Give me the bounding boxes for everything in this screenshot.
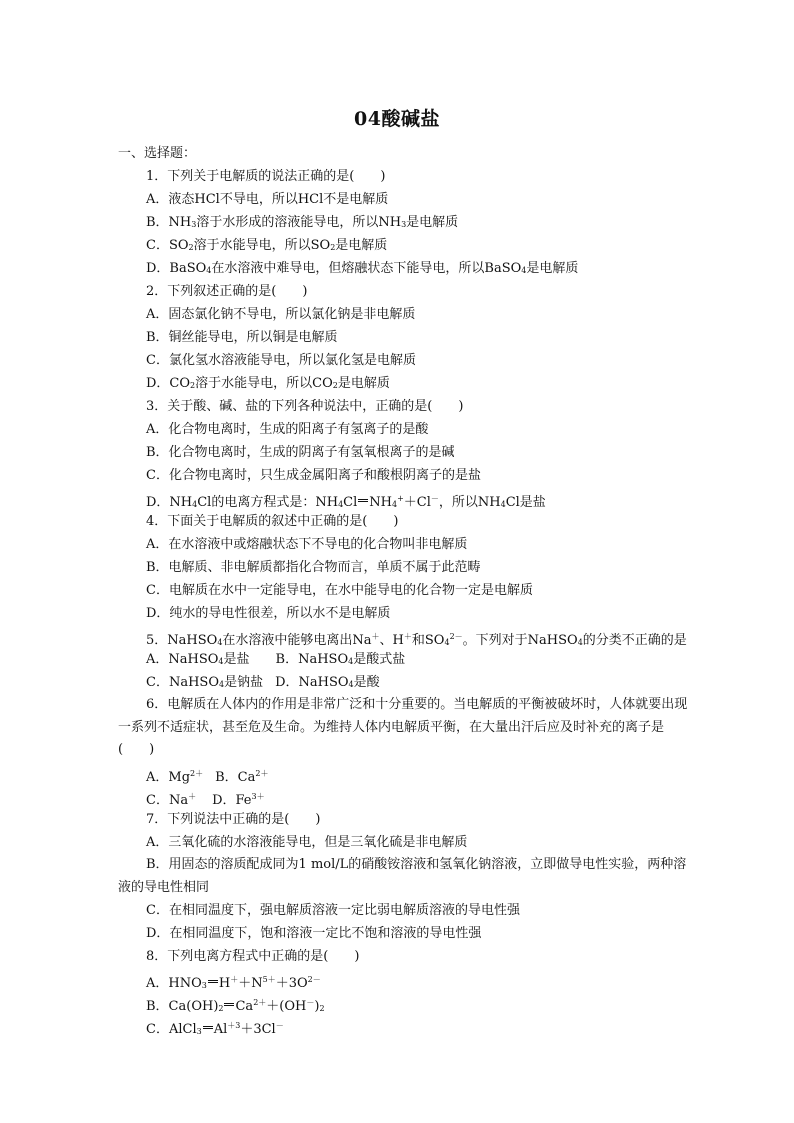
question-5-options-cd: C．NaHSO$_4$是钠盐 D．NaHSO$_4$是酸 <box>146 675 380 690</box>
question-1-option-a: A．液态HCl不导电，所以HCl不是电解质 <box>146 192 389 207</box>
question-6-stem: 6．电解质在人体内的作用是非常广泛和十分重要的。当电解质的平衡被破坏时，人体就要出现一系列不适症状，甚至危及生命。为维持人体内电解质平衡，在大量出汗后应及时补充的离子是( ) <box>118 697 688 757</box>
question-2-option-d: D．$CO_2$溶于水能导电，所以$CO_2$是电解质 <box>146 376 390 391</box>
question-1-option-b: B．$NH_3$溶于水形成的溶液能导电，所以$NH_3$是电解质 <box>146 215 459 230</box>
question-2-stem: 2．下列叙述正确的是( ) <box>146 284 308 299</box>
equals-sign <box>203 1020 213 1029</box>
question-7-option-c: C．在相同温度下，强电解质溶液一定比弱电解质溶液的导电性强 <box>146 903 520 918</box>
question-1-option-c: C．$SO_2$溶于水能导电，所以$SO_2$是电解质 <box>146 238 388 253</box>
question-2-option-c: C．氯化氢水溶液能导电，所以氯化氢是电解质 <box>146 353 416 368</box>
question-7-option-b: B．用固态的溶质配成同为1 mol/L的硝酸铵溶液和氢氧化钠溶液，立即做导电性实验，两种溶液的导电性相同 <box>118 857 687 895</box>
section-heading: 一、选择题： <box>118 146 197 161</box>
question-3-option-b: B．化合物电离时，生成的阴离子有氢氧根离子的是碱 <box>146 445 455 460</box>
page-title: 04酸碱盐 <box>354 108 440 130</box>
question-2-option-b: B．铜丝能导电，所以铜是电解质 <box>146 330 338 345</box>
question-4-stem: 4．下面关于电解质的叙述中正确的是( ) <box>146 514 399 529</box>
equals-sign <box>224 997 234 1006</box>
question-8-option-b: B．$Ca(OH)_2$ $Ca^{2+}+(OH^-)_2$ <box>146 998 325 1014</box>
question-4-option-d: D．纯水的导电性很差，所以水不是电解质 <box>146 606 391 621</box>
question-7-stem: 7．下列说法中正确的是( ) <box>146 812 321 827</box>
question-3-stem: 3．关于酸、碱、盐的下列各种说法中，正确的是( ) <box>146 399 464 414</box>
question-6-options-ab: A．$Mg^{2+}$ B．$Ca^{2+}$ <box>146 769 269 785</box>
question-6-options-cd: C．Na＋ D．$Fe^{3+}$ <box>146 792 265 808</box>
question-2-option-a: A．固态氯化钠不导电，所以氯化钠是非电解质 <box>146 307 416 322</box>
question-7-option-a: A．三氧化硫的水溶液能导电，但是三氧化硫是非电解质 <box>146 835 468 850</box>
question-7-option-d: D．在相同温度下，饱和溶液一定比不饱和溶液的导电性强 <box>146 926 482 941</box>
question-4-option-c: C．电解质在水中一定能导电，在水中能导电的化合物一定是电解质 <box>146 583 533 598</box>
question-4-option-a: A．在水溶液中或熔融状态下不导电的化合物叫非电解质 <box>146 537 468 552</box>
question-5-options-ab: A．NaHSO$_4$是盐 B．NaHSO$_4$是酸式盐 <box>146 652 406 667</box>
question-1-stem: 1．下列关于电解质的说法正确的是( ) <box>146 169 386 184</box>
question-8-stem: 8．下列电离方程式中正确的是( ) <box>146 949 360 964</box>
question-3-option-a: A．化合物电离时，生成的阳离子有氢离子的是酸 <box>146 422 429 437</box>
question-1-option-d: D．BaSO$_4$在水溶液中难导电，但熔融状态下能导电，所以BaSO$_4$是电解质 <box>146 261 579 276</box>
question-8-option-a: A．$HNO_3$ $H^++N^{5+}+3O^{2-}$ <box>146 975 321 991</box>
question-3-option-c: C．化合物电离时，只生成金属阳离子和酸根阴离子的是盐 <box>146 468 481 483</box>
question-5-stem: 5．NaHSO$_4$在水溶液中能够电离出Na＋、H＋和$SO_4^{2-}$。下列对于NaHSO$_4$的分类不正确的是 <box>146 632 687 648</box>
question-4-option-b: B．电解质、非电解质都指化合物而言，单质不属于此范畴 <box>146 560 481 575</box>
equals-sign <box>208 974 218 983</box>
question-list <box>118 142 693 1037</box>
question-8-option-c: C．AlCl$_3$ $Al^{+3}+3Cl^-$ <box>146 1021 284 1037</box>
equals-sign <box>358 493 368 502</box>
question-3-option-d: D．$NH_4Cl$的电离方程式是：$NH_4Cl$ $NH_4^++Cl^-$，所以$NH_4Cl$是盐 <box>146 494 546 510</box>
